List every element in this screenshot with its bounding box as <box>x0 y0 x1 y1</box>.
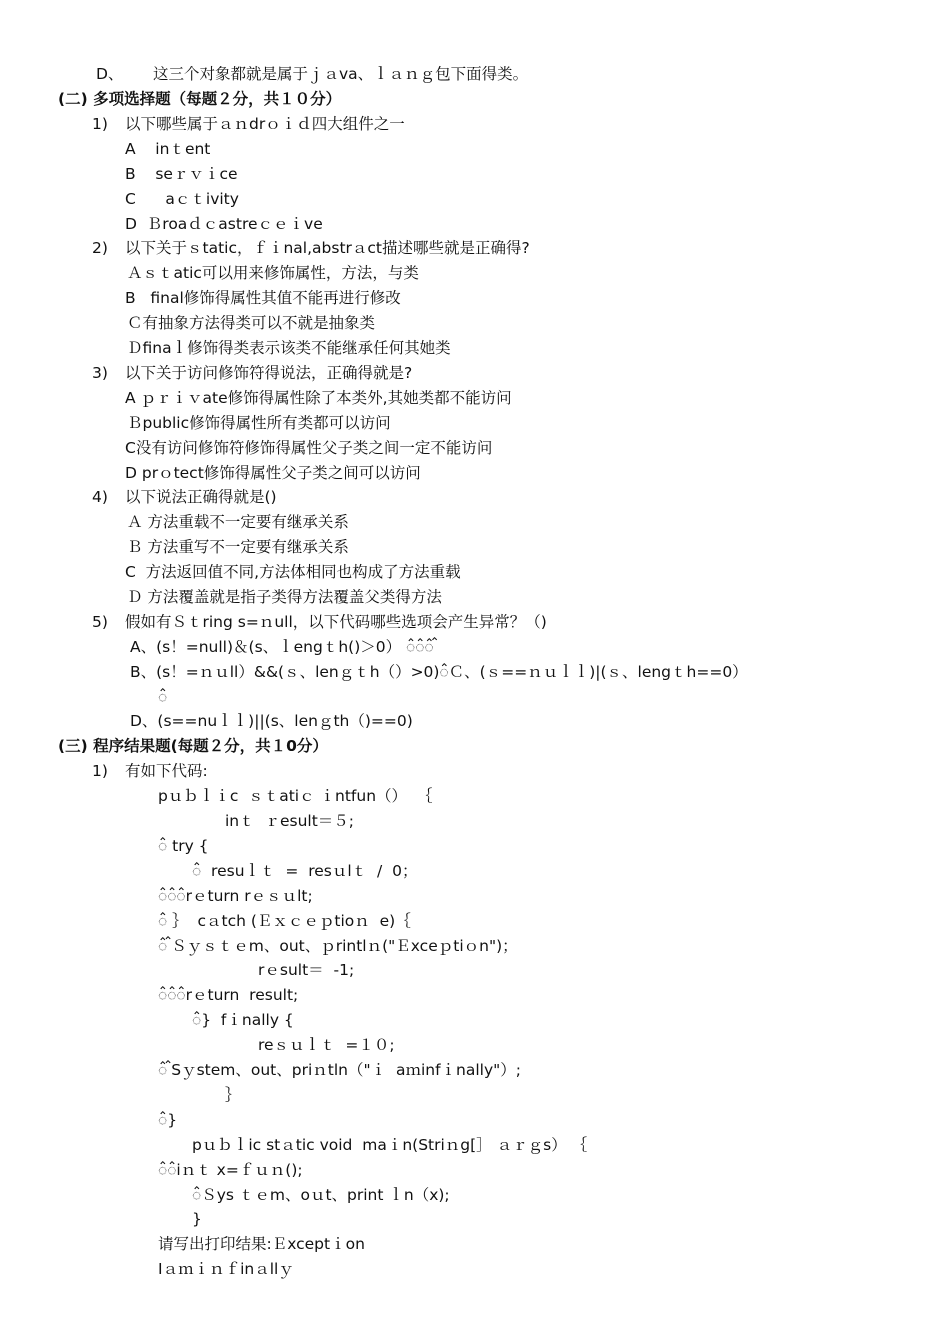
answer-label: 请写出打印结果:Ｅxceptｉon <box>158 1235 365 1253</box>
code-line: ꠆} fｉnally { <box>192 1011 294 1029</box>
option-c: C没有访问修饰符修饰得属性父子类之间一定不能访问 <box>125 439 493 457</box>
question-stem: 以下关于访问修饰符得说法，正确得就是? <box>125 364 413 382</box>
section-heading: (三) 程序结果题(每题２分，共１0分） <box>58 737 328 755</box>
question-number: 2) <box>92 239 108 257</box>
code-line: inｔ ｒesult＝５; <box>225 812 355 830</box>
option-b-c-continuation: ꠆ <box>158 688 168 706</box>
code-line: ꠆ resuｌｔ = resｕlｔ / 0； <box>192 862 418 880</box>
option-a: Ａ 方法重载不一定要有继承关系 <box>127 513 349 531</box>
code-line: ꠆ ꠆Sｙstem、out、priｎtln（"ｉ aｍinfｉnally"）; <box>158 1061 522 1079</box>
option-d: Ｄfinaｌ修饰得类表示该类不能继承任何其她类 <box>127 339 451 357</box>
code-line: pｕｂｌic stａtic void maｉn(Striｎg[］ ａｒｇs） ｛ <box>192 1136 588 1154</box>
option-c: C aｃｔivity <box>125 190 239 208</box>
option-c: C 方法返回值不同,方法体相同也构成了方法重载 <box>125 563 461 581</box>
option-d: Ｄ 方法覆盖就是指子类得方法覆盖父类得方法 <box>127 588 442 606</box>
question-number: 1) <box>92 762 108 780</box>
code-line: reｓｕｌｔ =１０; <box>258 1036 395 1054</box>
question-stem: 以下哪些属于ａｎdrｏｉｄ四大组件之一 <box>125 115 405 133</box>
option-a: A ｐｒｉｖate修饰得属性除了本类外,其她类都不能访问 <box>125 389 512 407</box>
code-line: ꠆ try { <box>158 837 209 855</box>
question-stem: 以下关于ｓtatic，ｆｉnal,abstrａct描述哪些就是正确得? <box>125 239 530 257</box>
option-a: A inｔent <box>125 140 211 158</box>
question-number: 1) <box>92 115 108 133</box>
question-number: 5) <box>92 613 108 631</box>
option-c: Ｃ有抽象方法得类可以不就是抽象类 <box>127 314 376 332</box>
option-d: D Ｂroaｄｃastreｃｅｉve <box>125 215 323 233</box>
code-line: ꠆꠆꠆rｅturn result; <box>158 986 299 1004</box>
option-b: Ｂpublic修饰得属性所有类都可以访问 <box>127 414 391 432</box>
question-number: 3) <box>92 364 108 382</box>
option-d: D、(s==nuｌｌ)||(s、lenｇth（)==0) <box>130 712 413 730</box>
option-b: B seｒｖｉce <box>125 165 238 183</box>
section-heading: (二) 多项选择题（每题２分，共１０分） <box>58 90 342 108</box>
option-a: Ａｓｔatic可以用来修饰属性，方法，与类 <box>127 264 419 282</box>
code-line: ꠆꠆iｎｔ x=ｆｕｎ(); <box>158 1161 303 1179</box>
option-d-text: 这三个对象都就是属于ｊａva、ｌａｎｇ包下面得类。 <box>153 65 529 83</box>
code-line: pｕｂｌｉc ｓｔatiｃ ｉntfun（） ｛ <box>158 787 433 805</box>
option-b: Ｂ 方法重写不一定要有继承关系 <box>127 538 349 556</box>
code-line: ｝ <box>225 1086 241 1104</box>
option-a: A、(s！=null)＆(s、ｌengｔh()＞0） ꠆꠆꠆ ꠆ <box>130 638 438 656</box>
question-stem: 假如有Ｓｔring s=ｎull，以下代码哪些选项会产生异常？（) <box>125 613 547 631</box>
option-b-c: B、(s！=ｎｕll）&&(ｓ、lenｇｔh（）>0)꠆Ｃ、(ｓ==ｎｕｌｌ)|(ｓ、lengｔh==0） <box>130 663 748 681</box>
option-b: B final修饰得属性其值不能再进行修改 <box>125 289 401 307</box>
question-stem: 有如下代码: <box>125 762 208 780</box>
answer-line: Iａｍｉｎｆinａllｙ <box>158 1260 294 1278</box>
code-line: ꠆Ｓys ｔｅm、oｕt、print ｌn（x); <box>192 1186 450 1204</box>
option-d: D prｏtect修饰得属性父子类之间可以访问 <box>125 464 421 482</box>
code-line: ꠆} <box>158 1111 178 1129</box>
option-d-label: D、 <box>96 65 124 83</box>
code-line: rｅsult＝ -1; <box>258 961 355 979</box>
code-line: } <box>192 1210 202 1228</box>
question-stem: 以下说法正确得就是() <box>125 488 277 506</box>
question-number: 4) <box>92 488 108 506</box>
code-line: ꠆ ｝ cａtch (Ｅｘｃｅｐtioｎ e)｛ <box>158 912 411 930</box>
code-line: ꠆꠆꠆rｅturn rｅｓｕlt; <box>158 887 313 905</box>
code-line: ꠆ ꠆Ｓｙｓｔｅm、out、ｐrintlｎ("Ｅxceｐtiｏn")； <box>158 937 518 955</box>
